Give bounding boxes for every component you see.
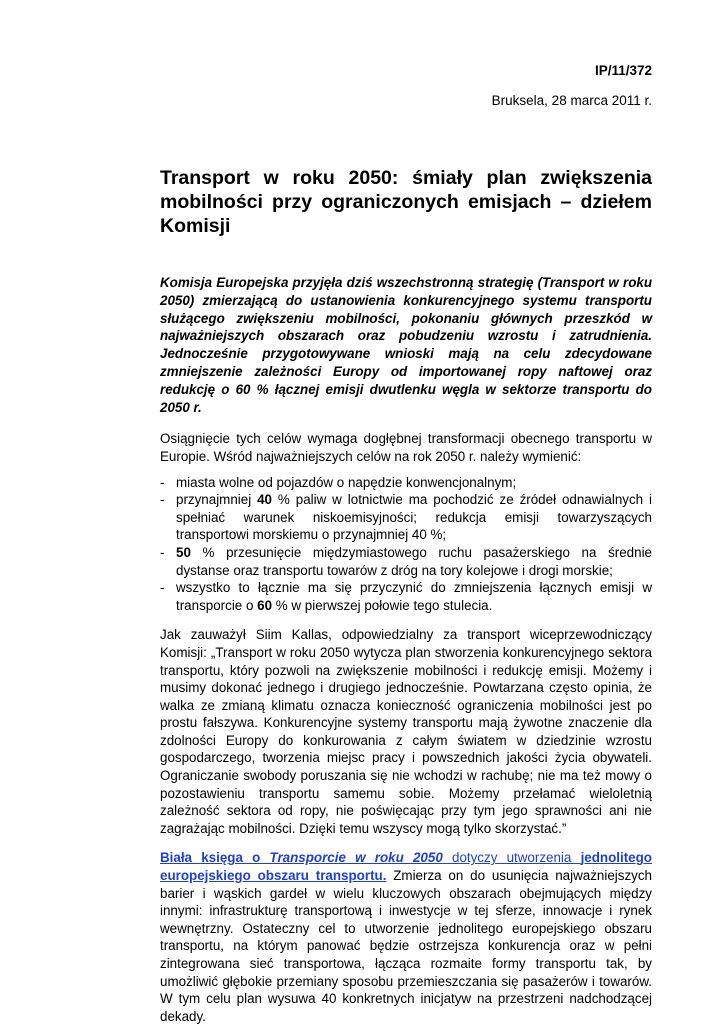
page-title: Transport w roku 2050: śmiały plan zwiększenia mobilności przy ograniczonych emisjach – dziełem Komisji xyxy=(160,167,652,237)
list-item-text: wszystko to łącznie ma się przyczynić do zmniejszenia łącznych emisji w transporcie o xyxy=(176,580,652,613)
reference-number: IP/11/372 xyxy=(594,63,652,78)
bullet-dash: - xyxy=(160,544,165,560)
list-item-number: 50 xyxy=(176,544,191,560)
list-item xyxy=(160,474,652,492)
white-paper-link-title[interactable]: Transporcie w roku 2050 xyxy=(269,850,443,866)
list-item-number: 60 xyxy=(257,597,273,613)
dateline: Bruksela, 28 marca 2011 r. xyxy=(491,93,652,108)
list-item-text-rest: % przesunięcie międzymiastowego ruchu pasażerskiego na średnie dystanse oraz transportu towarów z dróg na tory kolejowe i drogi morskie; xyxy=(176,544,652,578)
bullet-dash: - xyxy=(160,492,165,508)
list-item-text: miasta wolne od pojazdów o napędzie konwencjonalnym; xyxy=(176,474,517,490)
single-transport-area-link[interactable]: jednolitego europejskiego obszaru transportu. xyxy=(160,850,652,884)
white-paper-link-text[interactable]: dotyczy utworzenia xyxy=(442,850,581,866)
list-item-text: przynajmniej xyxy=(176,492,258,508)
white-paper-link-start[interactable]: Biała księga o xyxy=(160,850,270,866)
white-paper-body: Zmierza on do usunięcia najważniejszych barier i wąskich gardeł w wielu kluczowych obszarach obejmujących między innymi: infrastrukturę transportową i inwestycje w tej sferze, innowacje i rynek wewnętrzny. Ostateczny cel to utworzenie jednolitego europejskiego obszaru transportu, na którym panować będzie ostrzejsza konkurencja oraz w pełni zintegrowana sieć transportowa, łącząca rozmaite formy transportu tak, by umożliwić głębokie przemiany sposobu przemieszczania się pasażerów i towarów. W tym celu plan wysuwa 40 konkretnych inicjatyw na przestrzeni nadchodzącej dekady. xyxy=(160,868,652,1024)
white-paper-paragraph xyxy=(160,849,652,1025)
quote-paragraph: Jak zauważył Siim Kallas, odpowiedzialny za transport wiceprzewodniczący Komisji: „Transport w roku 2050 wytycza plan stworzenia konkurencyjnego sektora transportu, który pozwoli na zwiększenie mobilności i redukcję emisji. Możemy i musimy dokonać jednego i drugiego jednocześnie. Powtarzana często opinia, że walka ze zmianą klimatu oznacza konieczność ograniczenia mobilności jest po prostu fałszywa. Konkurencyjne systemy transportu mają żywotne znaczenie dla zdolności Europy do konkurowania z całym światem w dziedzinie wzrostu gospodarczego, tworzenia miejsc pracy i powszednich jakości życia obywateli. Ograniczanie swobody poruszania się nie wchodzi w rachubę; nie ma też mowy o pozostawieniu transportu samemu sobie. Możemy przełamać wieloletnią zależność sektora od ropy, nie poświęcając przy tym jego sprawności ani nie zagrażając mobilności. Dzięki temu wszyscy mogą tylko skorzystać.” xyxy=(160,627,652,836)
intro-paragraph: Osiągnięcie tych celów wymaga dogłębnej transformacji obecnego transportu w Europie. Wśród najważniejszych celów na rok 2050 r. należy wymienić: xyxy=(160,431,652,464)
list-item xyxy=(160,579,652,614)
list-item xyxy=(160,544,652,579)
list-item-text-rest: % paliw w lotnictwie ma pochodzić ze źródeł odnawialnych i spełniać warunek niskoemisyjności; redukcja emisji towarzyszących transportowi morskiemu o przynajmniej 40 %; xyxy=(176,492,652,543)
list-item-text-rest: % w pierwszej połowie tego stulecia. xyxy=(272,597,493,613)
list-item-number: 40 xyxy=(257,492,272,508)
list-item xyxy=(160,491,652,544)
bullet-dash: - xyxy=(160,580,165,596)
main-content xyxy=(160,166,652,1025)
bullet-dash: - xyxy=(160,474,165,490)
goals-list xyxy=(160,474,652,615)
lead-paragraph: Komisja Europejska przyjęła dziś wszechstronną strategię (Transport w roku 2050) zmierzającą do ustanowienia konkurencyjnego systemu transportu służącego zwiększeniu mobilności, pokonaniu głównych przeszkód w najważniejszych obszarach oraz pobudzeniu wzrostu i zatrudnienia. Jednocześnie przygotowywane wnioski mają na celu zdecydowane zmniejszenie zależności Europy od importowanej ropy naftowej oraz redukcję o 60 % łącznej emisji dwutlenku węgla w sektorze transportu do 2050 r. xyxy=(160,275,652,415)
